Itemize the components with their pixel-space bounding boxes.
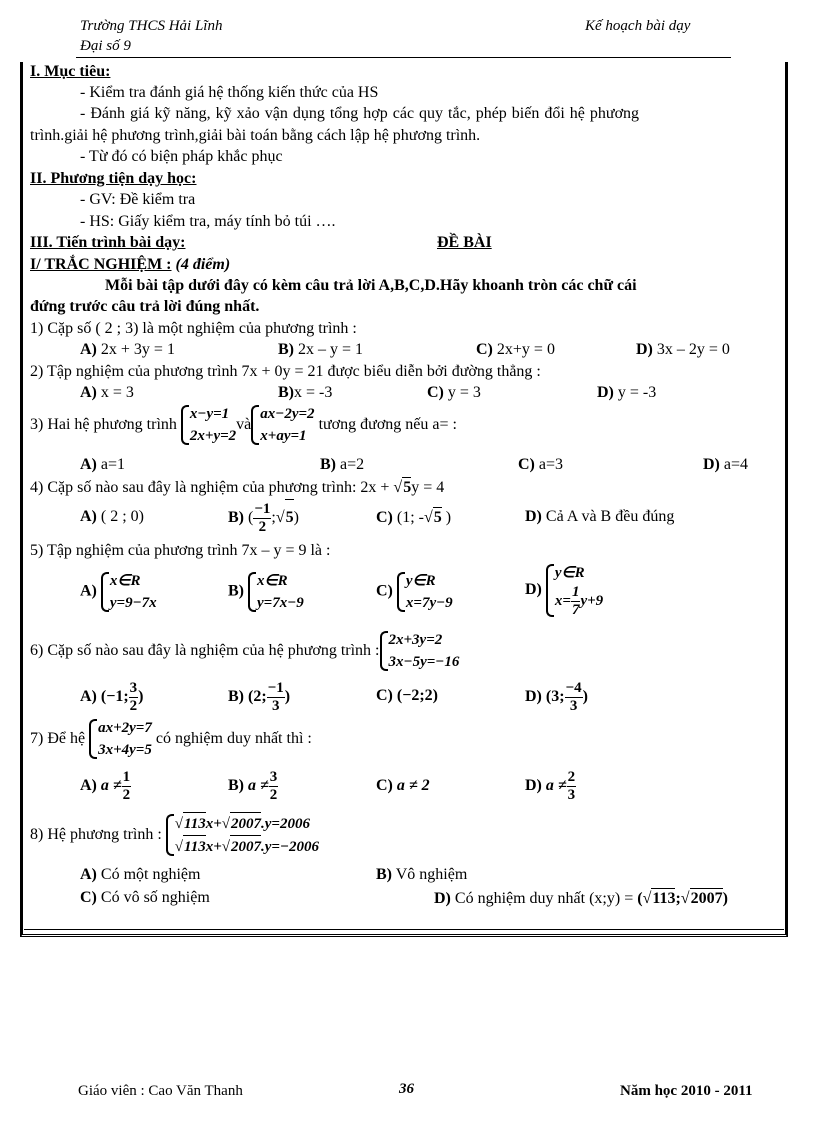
q6-option-c: C) (−2;2) <box>376 687 438 704</box>
q4-option-b: B) ( $\frac{-1}{2}$ ;√5) <box>228 500 299 535</box>
part-1-instruction: Mỗi bài tập dưới đây có kèm câu trả lời A,B,C,D.Hãy khoanh tròn các chữ cái <box>105 277 637 294</box>
q3-b-text: a=2 <box>340 456 365 473</box>
q8-d-pair: (√113;√2007) <box>637 890 728 907</box>
q3-sys1-eq2: 2x+y=2 <box>189 428 237 445</box>
q7-sys-eq1: ax+2y=7 <box>98 720 152 737</box>
section-2-line: - GV: Đề kiểm tra <box>80 191 196 208</box>
q4-a-text: ( 2 ; 0) <box>100 508 144 525</box>
q2-b-text: x = -3 <box>294 384 333 401</box>
q8-option-d: D) Có nghiệm duy nhất (x;y) = (√113;√2007) <box>434 890 728 907</box>
q4-c-radicand: 5 <box>433 509 442 526</box>
q7-a-den: 2 <box>122 786 131 803</box>
q7-a-fraction <box>122 769 132 804</box>
q8-eq1-rhs: .y=2006 <box>261 816 310 833</box>
subject-name: Đại số 9 <box>80 38 131 54</box>
q4-b-den: 2 <box>258 518 267 535</box>
part-1-instruction: đứng trước câu trả lời đúng nhất. <box>30 298 260 315</box>
q7-stem-post: có nghiệm duy nhất thì : <box>155 730 312 747</box>
q3-c-text: a=3 <box>538 456 564 473</box>
q6-a-num: 3 <box>129 679 138 696</box>
q6-b-den: 3 <box>271 697 280 714</box>
q3-stem-post: tương đương nếu a= : <box>318 416 457 433</box>
q5-b-system <box>248 570 304 614</box>
section-1-line: - Kiểm tra đánh giá hệ thống kiến thức của HS <box>80 84 379 101</box>
q7-option-c: C) a ≠ 2 <box>376 777 430 794</box>
q4-b-num: −1 <box>254 500 271 517</box>
q7-a-ne: a ≠ <box>100 777 122 794</box>
q8-system <box>166 812 319 858</box>
q5-a-eq2: y=9−7x <box>109 595 157 611</box>
q7-option-d: D) a ≠ $\frac{2}{3}$ <box>525 768 576 803</box>
q7-d-fraction <box>567 769 577 804</box>
question-3-stem <box>30 402 457 448</box>
q6-a-den: 2 <box>129 697 138 714</box>
section-1-line: trình.giải hệ phương trình,giải bài toán bằng cách lập hệ phương trình. <box>30 127 481 144</box>
q7-d-den: 3 <box>567 786 576 803</box>
q7-option-b: B) a ≠ $\frac{3}{2}$ <box>228 768 278 803</box>
header-divider <box>76 57 731 58</box>
q7-c-value: 2 <box>421 777 430 794</box>
part-1-points: (4 điểm) <box>175 256 231 273</box>
footer-page-number: 36 <box>399 1081 414 1097</box>
q8-option-b: B) Vô nghiệm <box>376 866 468 883</box>
q3-option-c: C) a=3 <box>518 456 564 473</box>
q4-option-c: C) (1; -√5 ) <box>376 509 452 526</box>
q1-d-text: 3x – 2y = 0 <box>656 341 730 358</box>
q5-option-d: D) y∈R x= $\frac{1}{7}$ y+9 <box>525 562 603 619</box>
section-1-line: - Từ đó có biện pháp khắc phục <box>80 148 283 165</box>
q7-d-num: 2 <box>567 768 576 785</box>
q8-option-c: C) Có vô số nghiệm <box>80 889 210 906</box>
question-4-stem <box>30 477 444 498</box>
q6-option-b: B) (2; $\frac{-1}{3}$ ) <box>228 679 291 714</box>
q4-stem-sqrt: √5 <box>393 479 412 496</box>
q1-a-text: 2x + 3y = 1 <box>100 341 175 358</box>
q6-option-a: A) (−1; $\frac{3}{2}$ ) <box>80 679 144 714</box>
q5-c-eq1: y∈R <box>405 573 436 589</box>
q8-eq1-rad2: 2007 <box>230 812 261 835</box>
question-8-stem <box>30 810 319 860</box>
q5-c-eq2: x=7y−9 <box>405 595 453 611</box>
q7-d-ne: a ≠ <box>545 777 567 794</box>
q7-a-num: 1 <box>122 768 131 785</box>
q3-sys2-eq1: ax−2y=2 <box>260 406 315 423</box>
q4-b-radicand: 5 <box>285 499 294 536</box>
q8-c-text: Có vô số nghiệm <box>100 889 210 906</box>
q7-stem-pre: 7) Để hệ <box>30 730 86 747</box>
section-1-line: - Đánh giá kỹ năng, kỹ xảo vận dụng tổng hợp các quy tắc, phép biến đổi hệ phương <box>80 105 640 122</box>
q1-option-c: C) 2x+y = 0 <box>476 341 555 358</box>
q1-b-text: 2x – y = 1 <box>298 341 364 358</box>
q5-d-eq2 <box>555 584 603 619</box>
q6-a-pre: (−1; <box>100 688 129 705</box>
school-name: Trường THCS Hải Lĩnh <box>80 18 223 34</box>
question-7-stem <box>30 716 312 762</box>
q8-stem-text: 8) Hệ phương trình : <box>30 826 162 843</box>
q7-c-ne: a ≠ <box>396 777 418 794</box>
doc-type: Kế hoạch bài dạy <box>585 18 691 34</box>
q4-option-a: A) ( 2 ; 0) <box>80 508 144 525</box>
q6-b-pre: (2; <box>248 688 267 705</box>
q1-c-text: 2x+y = 0 <box>496 341 555 358</box>
q6-d-num: −4 <box>565 679 582 696</box>
q4-c-post: ) <box>445 509 452 526</box>
section-2-line: - HS: Giấy kiểm tra, máy tính bỏ túi …. <box>80 213 336 230</box>
footer-school-year: Năm học 2010 - 2011 <box>620 1083 753 1099</box>
q4-d-text: Cả A và B đều đúng <box>545 508 675 525</box>
q5-option-c: C) y∈R x=7y−9 <box>376 570 453 614</box>
q5-option-b: B) x∈R y=7x−9 <box>228 570 304 614</box>
q8-eq2-rad2: 2007 <box>230 835 261 858</box>
q6-b-num: −1 <box>267 679 284 696</box>
q2-option-d: D) y = -3 <box>597 384 657 401</box>
question-1-stem: 1) Cặp số ( 2 ; 3) là một nghiệm của phương trình : <box>30 320 357 337</box>
q4-stem-pre: 4) Cặp số nào sau đây là nghiệm của phương trình: 2x + <box>30 479 390 496</box>
q7-sys-eq2: 3x+4y=5 <box>98 742 152 759</box>
q3-sys1-eq1: x−y=1 <box>189 406 230 423</box>
q8-sys-eq1: √113x+√2007.y=2006 <box>175 812 319 835</box>
section-1-title: I. Mục tiêu: <box>30 63 111 80</box>
q6-stem-text: 6) Cặp số nào sau đây là nghiệm của hệ phương trình : <box>30 642 380 659</box>
q8-b-text: Vô nghiệm <box>395 866 468 883</box>
q7-option-a: A) a ≠ $\frac{1}{2}$ <box>80 768 131 803</box>
q8-d-rad1: 113 <box>652 890 676 907</box>
part-1-heading <box>30 255 230 275</box>
q2-option-a: A) x = 3 <box>80 384 134 401</box>
q8-a-text: Có một nghiệm <box>100 866 201 883</box>
q6-sys-eq1: 2x+3y=2 <box>388 632 443 649</box>
q8-eq2-rhs: .y=−2006 <box>261 839 320 856</box>
q8-d-rad2: 2007 <box>690 890 723 907</box>
q5-d-eq2-post: y+9 <box>580 592 604 609</box>
q3-a-text: a=1 <box>100 456 126 473</box>
q5-b-eq2: y=7x−9 <box>257 595 304 611</box>
q3-d-text: a=4 <box>723 456 749 473</box>
q8-sys-eq2: √113x+√2007.y=−2006 <box>175 835 319 858</box>
q3-system-1 <box>181 403 236 447</box>
q4-stem-radicand: 5 <box>403 479 412 496</box>
q7-b-fraction <box>269 769 279 804</box>
q3-sys2-eq2: x+ay=1 <box>260 428 307 445</box>
q7-b-ne: a ≠ <box>248 777 269 794</box>
q8-eq1-rad1: 113 <box>183 812 206 835</box>
q2-option-c: C) y = 3 <box>427 384 481 401</box>
q8-d-pre: Có nghiệm duy nhất (x;y) = <box>454 890 634 907</box>
q6-d-post: ) <box>582 688 588 705</box>
q6-b-post: ) <box>284 688 291 705</box>
q2-d-text: y = -3 <box>617 384 657 401</box>
q4-option-d: D) Cả A và B đều đúng <box>525 508 675 525</box>
footer-teacher: Giáo viên : Cao Văn Thanh <box>78 1083 243 1099</box>
q5-a-eq1: x∈R <box>109 573 141 589</box>
q6-c-text: (−2;2) <box>396 687 438 704</box>
q1-option-d: D) 3x – 2y = 0 <box>636 341 730 358</box>
q5-a-system <box>101 570 157 614</box>
section-3-title: III. Tiến trình bài dạy: <box>30 234 186 251</box>
question-2-stem: 2) Tập nghiệm của phương trình 7x + 0y = 21 được biểu diễn bởi đường thẳng : <box>30 363 541 380</box>
q5-option-a: A) x∈R y=9−7x <box>80 570 157 614</box>
q3-option-b: B) a=2 <box>320 456 365 473</box>
question-5-stem: 5) Tập nghiệm của phương trình 7x – y = 9 là : <box>30 542 331 559</box>
q7-b-num: 3 <box>269 768 278 785</box>
q7-system <box>89 717 152 761</box>
q6-option-d: D) (3; $\frac{-4}{3}$ ) <box>525 679 588 714</box>
q6-a-post: ) <box>138 688 144 705</box>
q2-option-b: B)x = -3 <box>278 384 333 401</box>
q4-b-fraction <box>253 501 271 536</box>
section-2-title: II. Phương tiện dạy học: <box>30 170 197 187</box>
q6-system <box>380 629 460 673</box>
q5-c-system <box>397 570 453 614</box>
q5-d-num: 1 <box>571 584 580 600</box>
q6-sys-eq2: 3x−5y=−16 <box>388 654 460 671</box>
q2-c-text: y = 3 <box>447 384 481 401</box>
q8-eq2-rad1: 113 <box>183 835 206 858</box>
q5-d-den: 7 <box>571 602 580 618</box>
q3-system-2 <box>251 403 314 447</box>
q8-option-a: A) Có một nghiệm <box>80 866 201 883</box>
q5-d-eq1: y∈R <box>554 565 585 581</box>
q6-d-den: 3 <box>569 697 578 714</box>
q5-d-eq2-pre: x= <box>554 592 571 609</box>
q6-d-fraction <box>565 680 583 715</box>
q3-option-a: A) a=1 <box>80 456 126 473</box>
frame-inner-line <box>24 929 784 930</box>
q6-d-pre: (3; <box>545 688 565 705</box>
exam-title: ĐỀ BÀI <box>437 234 492 251</box>
q2-a-text: x = 3 <box>100 384 134 401</box>
q3-connector: và <box>236 416 252 433</box>
q4-stem-post: y = 4 <box>411 479 445 496</box>
q4-c-pre: (1; - <box>396 509 424 526</box>
q1-option-b: B) 2x – y = 1 <box>278 341 364 358</box>
q6-b-fraction <box>267 680 285 715</box>
q6-a-fraction <box>129 680 139 715</box>
q3-option-d: D) a=4 <box>703 456 749 473</box>
q3-stem-pre: 3) Hai hệ phương trình <box>30 416 177 433</box>
q7-b-den: 2 <box>269 786 278 803</box>
q5-b-eq1: x∈R <box>257 573 288 589</box>
question-6-stem <box>30 628 459 674</box>
q5-d-system <box>546 562 603 619</box>
q1-option-a: A) 2x + 3y = 1 <box>80 341 175 358</box>
part-1-title: I/ TRẮC NGHIỆM : <box>30 256 172 273</box>
